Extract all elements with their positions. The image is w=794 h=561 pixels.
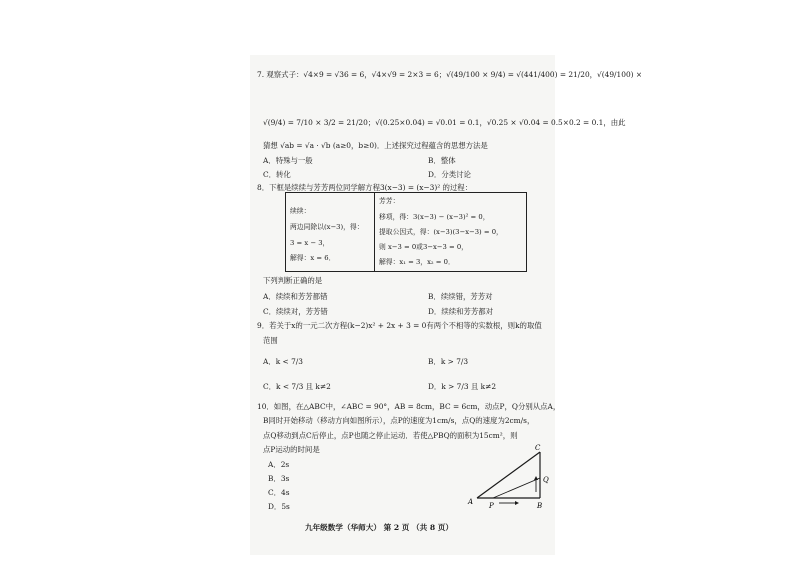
left-box-line-1: 续续： <box>290 207 311 215</box>
right-box-line-2: 移项，得：3(x−3) − (x−3)² = 0， <box>379 213 490 221</box>
q8-choice-a: A．续续和芳芳都错 <box>263 292 328 301</box>
right-box-line-3: 提取公因式，得：(x−3)(3−x−3) = 0， <box>379 228 503 236</box>
right-box-line-1: 芳芳： <box>379 197 400 205</box>
q8-judge: 下列判断正确的是 <box>263 276 323 285</box>
label-c: C <box>535 444 541 452</box>
q7-choice-a: A．特殊与一般 <box>263 156 313 165</box>
right-box-line-5: 解得：x₁ = 3，x₂ = 0． <box>379 258 455 266</box>
q8-solution-box <box>285 192 527 272</box>
label-a: A <box>468 498 474 506</box>
q7-line-3: 猜想 √ab = √a · √b (a≥0，b≥0)．上述探究过程蕴含的思想方法是 <box>263 141 488 150</box>
q7-line-2: √(9/4) = 7/10 × 3/2 = 21/20；√(0.25×0.04) = √0.01 = 0.1，√0.25 × √0.04 = 0.5×0.2 = 0.1，由此 <box>263 118 626 127</box>
q9-choice-c: C．k < 7/3 且 k≠2 <box>263 382 331 391</box>
q7-choice-b: B．整体 <box>428 156 456 165</box>
q7-choice-d: D．分类讨论 <box>428 170 471 179</box>
left-box-line-2: 两边同除以(x−3)，得： <box>290 223 364 231</box>
label-p: P <box>489 502 494 510</box>
left-box-line-4: 解得：x = 6． <box>290 254 336 262</box>
q9-line-2: 范围 <box>263 336 278 345</box>
arrow-p-head <box>515 501 519 505</box>
q9-line-1: 9．若关于x的一元二次方程(k−2)x² + 2x + 3 = 0有两个不相等的实数根，则k的取值 <box>257 321 542 330</box>
label-b: B <box>537 502 543 510</box>
q9-choice-d: D．k > 7/3 且 k≠2 <box>428 382 497 391</box>
q10-choice-c: C．4s <box>268 488 290 497</box>
q8-choice-d: D．续续和芳芳都对 <box>428 307 494 316</box>
q10-line-4: 点P运动的时间是 <box>263 445 320 454</box>
triangle-figure <box>465 442 555 510</box>
q10-choice-d: D．5s <box>268 502 290 511</box>
q10-choice-b: B．3s <box>268 474 290 483</box>
arrow-q-head <box>534 476 538 480</box>
q7-line-1: 7. 观察式子：√4×9 = √36 = 6，√4×√9 = 2×3 = 6；√(49/100 × 9/4) = √(441/400) = 21/20，√(49/100) × <box>257 70 643 79</box>
q7-choice-c: C．转化 <box>263 170 291 179</box>
q9-choice-a: A．k < 7/3 <box>263 357 303 366</box>
left-box-line-3: 3 = x − 3， <box>290 239 330 247</box>
q9-choice-b: B．k > 7/3 <box>428 357 469 366</box>
box-divider <box>374 193 375 271</box>
q10-line-1: 10．如图，在△ABC中，∠ABC = 90°，AB = 8cm，BC = 6cm，动点P，Q分别从点A， <box>257 402 561 411</box>
q10-line-2: B同时开始移动（移动方向如图所示），点P的速度为1cm/s，点Q的速度为2cm/s， <box>263 416 535 425</box>
q10-line-3: 点Q移动到点C后停止，点P也随之停止运动．若使△PBQ的面积为15cm²，则 <box>263 431 518 440</box>
right-box-line-4: 则 x−3 = 0或3−x−3 = 0， <box>379 243 468 251</box>
page-footer: 九年级数学（华师大） 第 2 页 （共 8 页） <box>305 523 453 532</box>
label-q: Q <box>543 476 549 484</box>
q10-choice-a: A．2s <box>268 460 290 469</box>
q8-choice-b: B．续续错，芳芳对 <box>428 292 493 301</box>
q8-choice-c: C．续续对，芳芳错 <box>263 307 328 316</box>
q8-line-1: 8．下框是续续与芳芳两位同学解方程3(x−3) = (x−3)² 的过程： <box>257 183 473 192</box>
